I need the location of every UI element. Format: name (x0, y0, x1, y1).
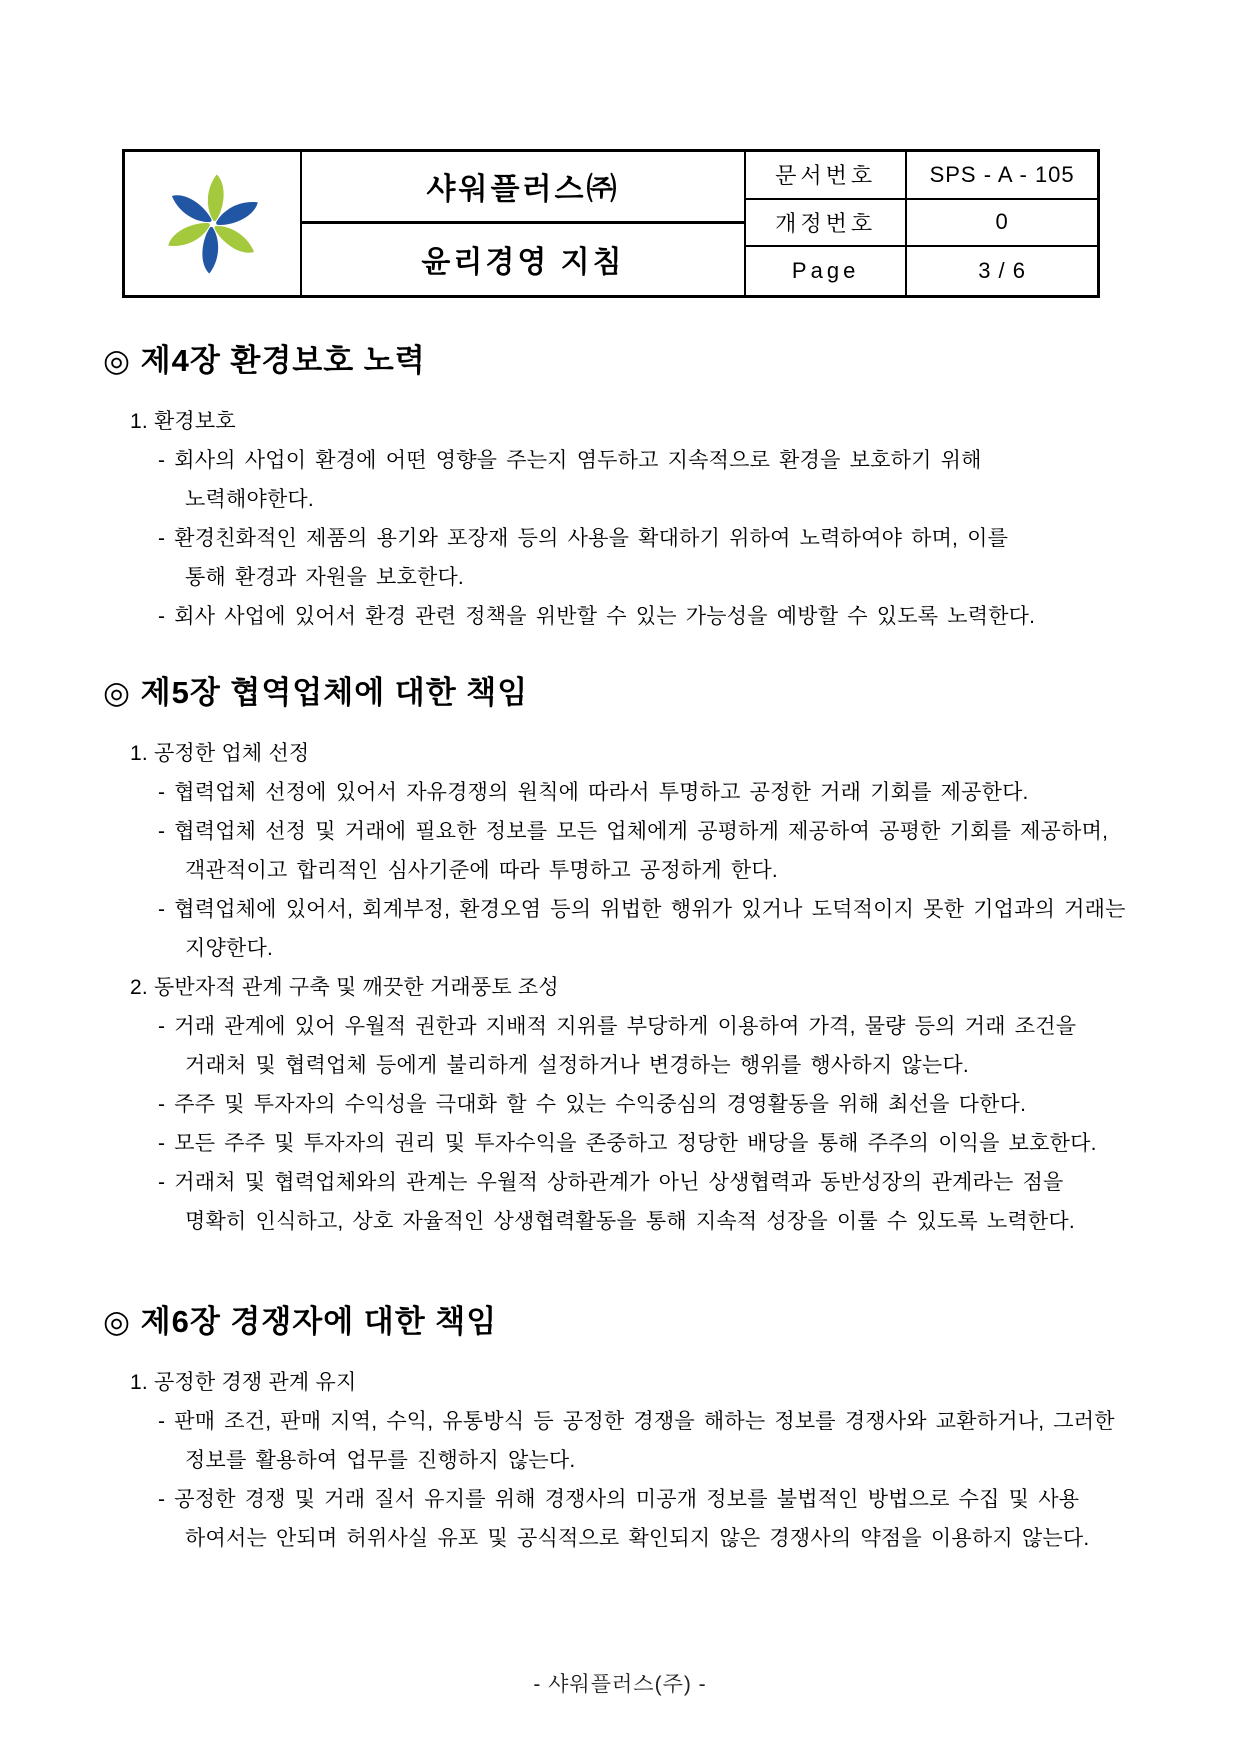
title-cell (302, 152, 746, 295)
bullet-line: - 협력업체 선정 및 거래에 필요한 정보를 모든 업체에게 공평하게 제공하여 공평한 기회를 제공하며, (158, 820, 1109, 843)
bullet-line: - 회사의 사업이 환경에 어떤 영향을 주는지 염두하고 지속적으로 환경을 보호하기 위해 (158, 449, 982, 472)
sections (103, 342, 1133, 1558)
bullet-line: - 거래 관계에 있어 우월적 권한과 지배적 지위를 부당하게 이용하여 가격, 물량 등의 거래 조건을 (158, 1015, 1077, 1038)
header-table (122, 149, 1100, 298)
chapter-section (103, 1303, 1133, 1558)
meta-label-revision: 개정번호 (746, 200, 907, 248)
numbered-item-title: 1. 공정한 업체 선정 (130, 742, 310, 765)
meta-value-page: 3 / 6 (978, 258, 1027, 284)
bullet-line: - 협력업체 선정에 있어서 자유경쟁의 원칙에 따라서 투명하고 공정한 거래 기회를 제공한다. (158, 781, 1029, 804)
bullet-line: - 환경친화적인 제품의 용기와 포장재 등의 사용을 확대하기 위하여 노력하여야 하며, 이를 (158, 527, 1009, 550)
company-name: 샤워플러스㈜ (302, 152, 744, 224)
continuation-line: 정보를 활용하여 업무를 진행하지 않는다. (185, 1449, 576, 1472)
meta-value-doc-number: SPS - A - 105 (907, 152, 1097, 200)
continuation-line: 명확히 인식하고, 상호 자율적인 상생협력활동을 통해 지속적 성장을 이룰 수 있도록 노력한다. (185, 1210, 1075, 1233)
section-heading: ◎ 제6장 경쟁자에 대한 책임 (103, 1304, 498, 1339)
pinwheel-logo (159, 170, 267, 278)
continuation-line: 하여서는 안되며 허위사실 유포 및 공식적으로 확인되지 않은 경쟁사의 약점을 이용하지 않는다. (185, 1527, 1090, 1550)
meta-label-page: Page (746, 247, 907, 295)
numbered-item-title: 2. 동반자적 관계 구축 및 깨끗한 거래풍토 조성 (130, 976, 559, 999)
section-heading: ◎ 제5장 협역업체에 대한 책임 (103, 675, 529, 710)
continuation-line: 노력해야한다. (185, 488, 314, 511)
meta-value-revision: 0 (907, 200, 1097, 248)
numbered-item-title: 1. 환경보호 (130, 410, 236, 433)
chapter-section (103, 342, 1133, 636)
bullet-line: - 모든 주주 및 투자자의 권리 및 투자수익을 존중하고 정당한 배당을 통해 주주의 이익을 보호한다. (158, 1132, 1097, 1155)
bullet-line: - 협력업체에 있어서, 회계부정, 환경오염 등의 위법한 행위가 있거나 도덕적이지 못한 기업과의 거래는 (158, 898, 1126, 921)
bullet-line: - 거래처 및 협력업체와의 관계는 우월적 상하관계가 아닌 상생협력과 동반성장의 관계라는 점을 (158, 1171, 1064, 1194)
meta-label-doc-number: 문서번호 (746, 152, 907, 200)
bullet-line: - 판매 조건, 판매 지역, 수익, 유통방식 등 공정한 경쟁을 해하는 정보를 경쟁사와 교환하거나, 그러한 (158, 1410, 1115, 1433)
continuation-line: 지양한다. (185, 937, 273, 960)
bullet-line: - 주주 및 투자자의 수익성을 극대화 할 수 있는 수익중심의 경영활동을 위해 최선을 다한다. (158, 1093, 1027, 1116)
numbered-item-title: 1. 공정한 경쟁 관계 유지 (130, 1371, 357, 1394)
doc-title: 윤리경영 지침 (421, 246, 625, 280)
continuation-line: 객관적이고 합리적인 심사기준에 따라 투명하고 공정하게 한다. (185, 859, 778, 882)
continuation-line: 거래처 및 협력업체 등에게 불리하게 설정하거나 변경하는 행위를 행사하지 않는다. (185, 1054, 969, 1077)
continuation-line: 통해 환경과 자원을 보호한다. (185, 566, 464, 589)
page-footer: - 샤워플러스(주) - (533, 1673, 707, 1696)
section-heading: ◎ 제4장 환경보호 노력 (103, 343, 426, 378)
bullet-line: - 회사 사업에 있어서 환경 관련 정책을 위반할 수 있는 가능성을 예방할 수 있도록 노력한다. (158, 605, 1036, 628)
chapter-section (103, 674, 1133, 1241)
meta-table (746, 152, 1097, 295)
logo-cell (125, 152, 302, 295)
bullet-line: - 공정한 경쟁 및 거래 질서 유지를 위해 경쟁사의 미공개 정보를 불법적인 방법으로 수집 및 사용 (158, 1488, 1080, 1511)
